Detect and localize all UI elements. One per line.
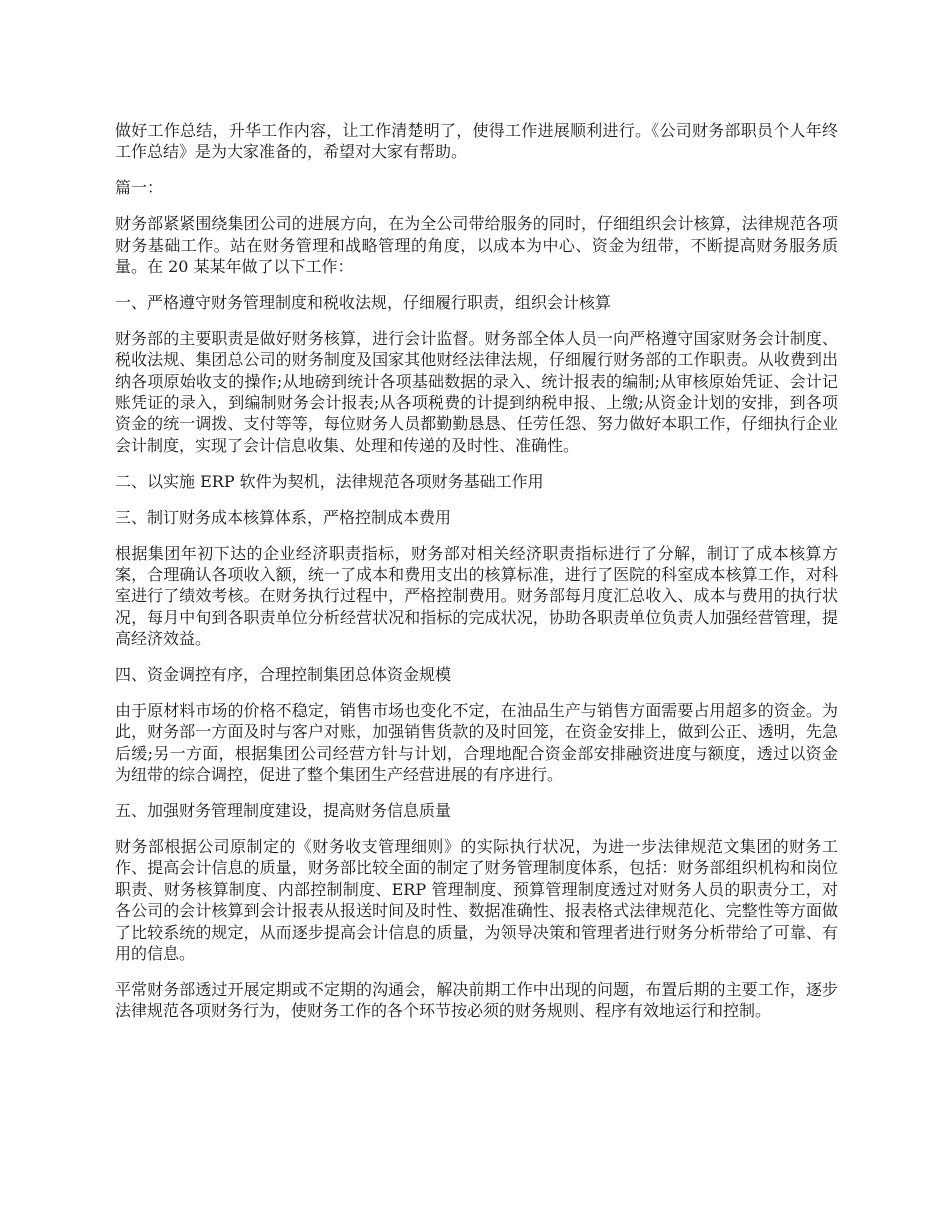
section-label-part-one: 篇一： bbox=[115, 178, 164, 198]
body-section-3: 根据集团年初下达的企业经济职责指标，财务部对相关经济职责指标进行了分解，制订了成本核算方案，合理确认各项收入额，统一了成本和费用支出的核算标准，进行了医院的科室成本核算工作，对科室进行了绩效考核。在财务执行过程中，严格控制费用。财务部每月度汇总收入、成本与费用的执行状况，每月中旬到各职责单位分析经营状况和指标的完成状况，协助各职责单位负责人加强经营管理，提高经济效益。 bbox=[115, 543, 838, 649]
heading-section-4: 四、资金调控有序，合理控制集团总体资金规模 bbox=[115, 665, 452, 685]
body-section-4: 由于原材料市场的价格不稳定，销售市场也变化不定，在油品生产与销售方面需要占用超多的资金。为此，财务部一方面及时与客户对账，加强销售货款的及时回笼，在资金安排上，做到公正、透明，先急后缓;另一方面，根据集团公司经营方针与计划，合理地配合资金部安排融资进度与额度，透过以资金为纽带的综合调控，促进了整个集团生产经营进展的有序进行。 bbox=[115, 701, 838, 785]
body-section-1: 财务部的主要职责是做好财务核算，进行会计监督。财务部全体人员一向严格遵守国家财务会计制度、税收法规、集团总公司的财务制度及国家其他财经法律法规，仔细履行财务部的工作职责。从收费到出纳各项原始收支的操作;从地磅到统计各项基础数据的录入、统计报表的编制;从审核原始凭证、会计记账凭证的录入，到编制财务会计报表;从各项税费的计提到纳税申报、上缴;从资金计划的安排，到各项资金的统一调拨、支付等等，每位财务人员都勤勤恳恳、任劳任怨、努力做好本职工作，仔细执行企业会计制度，实现了会计信息收集、处理和传递的及时性、准确性。 bbox=[115, 328, 838, 455]
body-section-5: 财务部根据公司原制定的《财务收支管理细则》的实际执行状况，为进一步法律规范文集团的财务工作、提高会计信息的质量，财务部比较全面的制定了财务管理制度体系，包括：财务部组织机构和岗位职责、财务核算制度、内部控制制度、ERP 管理制度、预算管理制度透过对财务人员的职责分工，对各公司的会计核算到会计报表从报送时间及时性、数据准确性、报表格式法律规范化、完整性等方面做了比较系统的规定，从而逐步提高会计信息的质量，为领导决策和管理者进行财务分析带给了可靠、有用的信息。 bbox=[115, 837, 838, 964]
heading-section-1: 一、严格遵守财务管理制度和税收法规，仔细履行职责，组织会计核算 bbox=[115, 292, 612, 312]
intro-paragraph: 做好工作总结，升华工作内容，让工作清楚明了，使得工作进展顺利进行。《公司财务部职员个人年终工作总结》是为大家准备的，希望对大家有帮助。 bbox=[115, 121, 838, 162]
heading-section-5: 五、加强财务管理制度建设，提高财务信息质量 bbox=[115, 801, 452, 821]
overview-paragraph: 财务部紧紧围绕集团公司的进展方向，在为全公司带给服务的同时，仔细组织会计核算，法律规范各项财务基础工作。站在财务管理和战略管理的角度，以成本为中心、资金为纽带，不断提高财务服务质量。在 20 某某年做了以下工作： bbox=[115, 214, 838, 277]
document-body bbox=[115, 120, 838, 1036]
heading-section-2: 二、以实施 ERP 软件为契机，法律规范各项财务基础工作用 bbox=[115, 471, 544, 491]
heading-section-3: 三、制订财务成本核算体系，严格控制成本费用 bbox=[115, 507, 452, 527]
closing-paragraph: 平常财务部透过开展定期或不定期的沟通会，解决前期工作中出现的问题，布置后期的主要工作，逐步法律规范各项财务行为，使财务工作的各个环节按必须的财务规则、程序有效地运行和控制。 bbox=[115, 980, 838, 1021]
